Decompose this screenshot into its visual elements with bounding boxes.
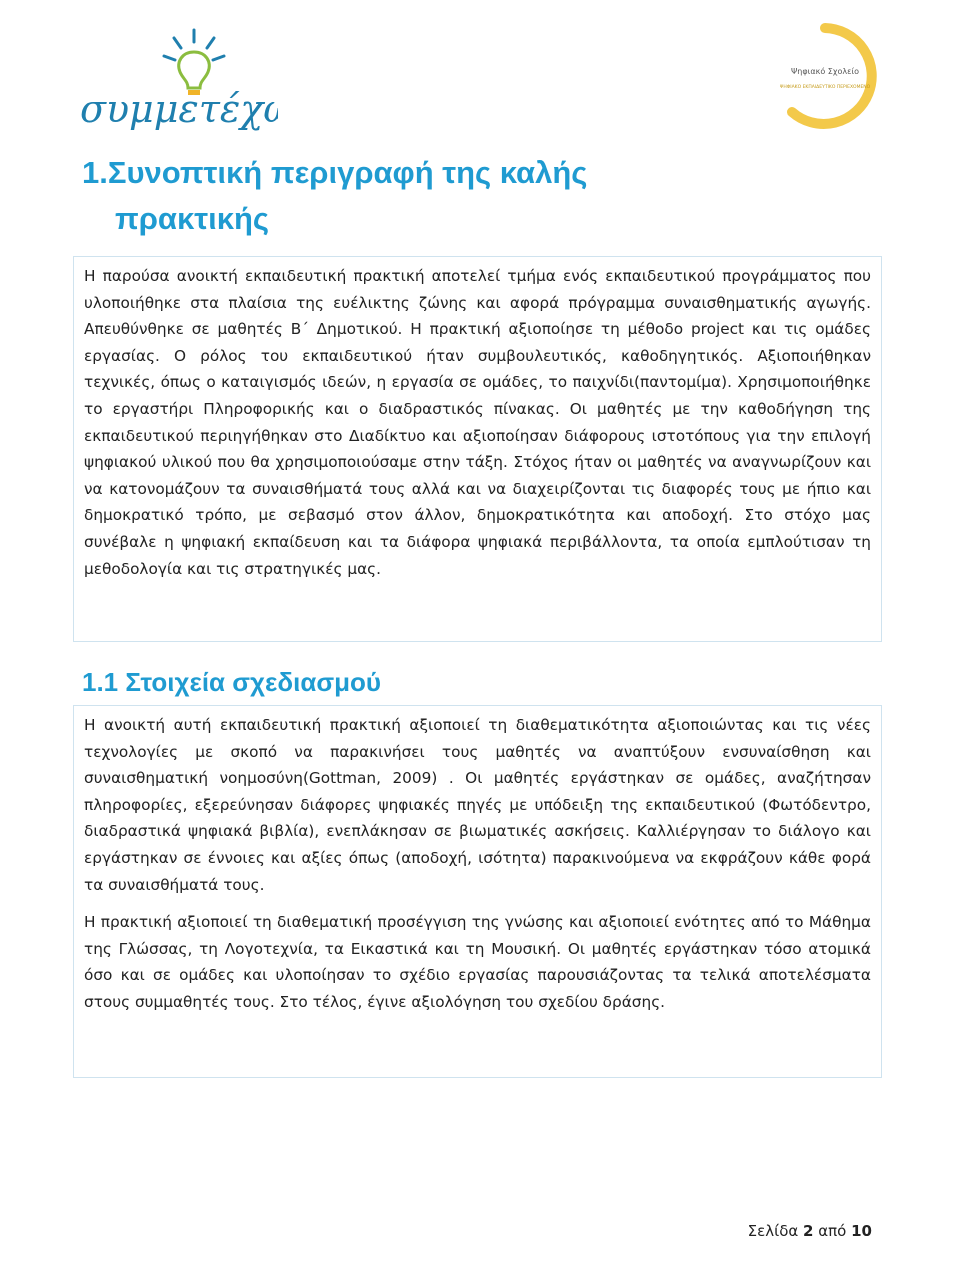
section-1-number: 1.: [82, 155, 108, 190]
page-number-total: 10: [851, 1222, 872, 1240]
section-1-box: [73, 256, 882, 642]
section-1-paragraph: Η παρούσα ανοικτή εκπαιδευτική πρακτική αποτελεί τμήμα ενός εκπαιδευτικού προγράμματος που υλοποιήθηκε στα πλαίσια της ευέλικτης ζώνης και αφορά πρόγραμμα συναισθηματικής αγωγής. Απευθύνθηκε σε μαθητές Β΄ Δημοτικού. Η πρακτική αξιοποίησε τη μέθοδο project και τις ομάδες εργασίας. Ο ρόλος του εκπαιδευτικού ήταν συμβουλευτικός, καθοδηγητικός. Αξιοποιήθηκαν τεχνικές, όπως ο καταιγισμός ιδεών, η εργασία σε ομάδες, το παιχνίδι(παντομίμα). Χρησιμοποιήθηκε το εργαστήρι Πληροφορικής και ο διαδραστικός πίνακας. Οι μαθητές με την καθοδήγηση της εκπαιδευτικού περιηγήθηκαν στο Διαδίκτυο και αξιοποίησαν διάφορους ιστοτόπους για την επιλογή ψηφιακού υλικού που θα χρησιμοποιούσαμε στην τάξη. Στόχος ήταν οι μαθητές να αναγνωρίζουν και να κατονομάζουν τα συναισθήματά τους αλλά και να διαχειρίζονται τις διαφορές τους με ήπιο και δημοκρατικό τρόπο, με σεβασμό στον άλλον, δημοκρατικότητα και αποδοχή. Στο στόχο μας συνέβαλε η ψηφιακή εκπαίδευση και τα διάφορα ψηφιακά περιβάλλοντα, τα οποία εμπλούτισαν τη μεθοδολογία και τις στρατηγικές μας.: [84, 267, 871, 578]
section-1-title-line1: Συνοπτική περιγραφή της καλής: [107, 155, 588, 190]
logo-left-text: συμμετέχω: [80, 87, 278, 131]
section-1-1-heading: 1.1 Στοιχεία σχεδιασμού: [82, 667, 382, 697]
page-number-middle: από: [813, 1222, 852, 1240]
page-number-current: 2: [803, 1222, 814, 1240]
section-1-1-paragraph-1: Η ανοικτή αυτή εκπαιδευτική πρακτική αξιοποιεί τη διαθεματικότητα αξιοποιώντας και τις νέες τεχνολογίες με σκοπό να παρακινήσει τους μαθητές να αναπτύξουν ενσυναίσθηση και συναισθηματική νοημοσύνη(Gottman, 2009) . Οι μαθητές εργάστηκαν σε ομάδες, αναζήτησαν πληροφορίες, εξερεύνησαν διάφορες ψηφιακές πηγές με υπόδειξη της εκπαιδευτικού (Φωτόδεντρο, διαδραστικά ψηφιακά βιβλία), ενεπλάκησαν σε βιωματικές ασκήσεις. Καλλιέργησαν το διάλογο και εργάστηκαν σε έννοιες και αξίες όπως (αποδοχή, ισότητα) παρακινούμενα να εκφράζουν κάθε φορά τα συναισθήματά τους.: [84, 716, 871, 894]
section-1-heading: [82, 150, 862, 242]
section-1-1-paragraph-2: Η πρακτική αξιοποιεί τη διαθεματική προσέγγιση της γνώσης και αξιοποιεί ενότητες από το Μάθημα της Γλώσσας, τη Λογοτεχνία, τα Εικαστικά και τη Μουσική. Οι μαθητές εργάστηκαν τόσο ατομικά όσο και σε ομάδες και υλοποίησαν το σχέδιο εργασίας παρουσιάζοντας τα τελικά αποτελέσματα στους συμμαθητές τους. Στο τέλος, έγινε αξιολόγηση του σχεδίου δράσης.: [84, 913, 871, 1011]
page-number-prefix: Σελίδα: [747, 1222, 804, 1240]
section-1-1-box: [73, 705, 882, 1078]
digital-school-logo: [770, 22, 880, 132]
page-number: [748, 1222, 872, 1240]
logo-right-text: Ψηφιακό Σχολείο: [790, 67, 860, 76]
symmetexo-logo: [78, 24, 278, 134]
logo-right-subtext: ΨΗΦΙΑΚΟ ΕΚΠΑΙΔΕΥΤΙΚΟ ΠΕΡΙΕΧΟΜΕΝΟ: [779, 85, 871, 90]
section-1-title-line2: πρακτικής: [115, 201, 270, 236]
